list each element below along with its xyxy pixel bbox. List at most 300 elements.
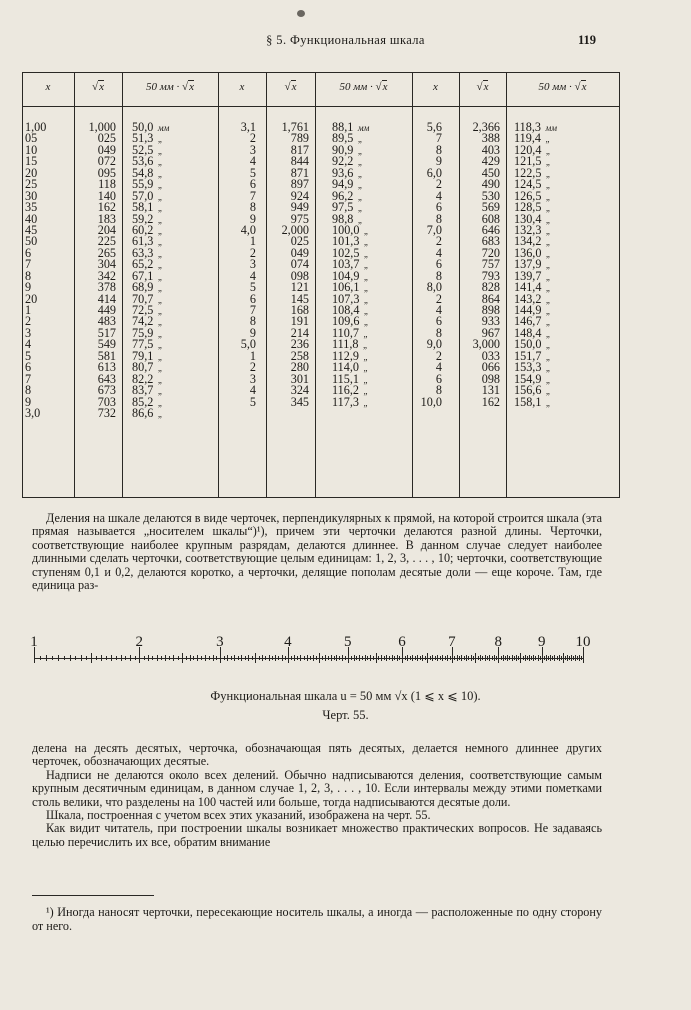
half-tenth-tick bbox=[297, 656, 298, 660]
unit-mark: „ bbox=[153, 225, 163, 236]
table-cell: 54,8 „ bbox=[132, 165, 163, 180]
unit-mark: „ bbox=[541, 363, 551, 374]
column-divider bbox=[122, 73, 123, 497]
table-cell: 4 bbox=[25, 337, 32, 352]
half-tenth-tick bbox=[224, 656, 225, 660]
scale-label: 6 bbox=[398, 634, 406, 650]
unit-mark: „ bbox=[153, 328, 163, 339]
unit-mark: „ bbox=[153, 260, 163, 271]
minor-tick bbox=[571, 655, 572, 661]
minor-tick bbox=[234, 655, 235, 661]
unit-mark: „ bbox=[153, 386, 163, 397]
unit-mark: „ bbox=[153, 248, 163, 259]
table-cell: 4 bbox=[249, 154, 256, 169]
table-cell: 72,5 „ bbox=[132, 303, 163, 317]
table-cell: 2 bbox=[249, 131, 256, 146]
half-tenth-tick bbox=[384, 656, 385, 660]
unit-mark: „ bbox=[153, 306, 163, 316]
table-cell: 6 bbox=[249, 177, 256, 192]
minor-tick bbox=[313, 655, 314, 661]
header-scaled: 50 мм · √x bbox=[538, 81, 587, 93]
minor-tick bbox=[336, 655, 337, 661]
table-cell: 119,4 „ bbox=[514, 131, 551, 146]
minor-tick bbox=[437, 655, 438, 661]
minor-tick bbox=[58, 655, 59, 661]
unit-mark: „ bbox=[358, 363, 369, 374]
half-tenth-tick bbox=[531, 656, 532, 660]
table-cell: 15 bbox=[25, 154, 38, 169]
half-tenth-tick bbox=[487, 656, 488, 660]
header-rule bbox=[22, 106, 620, 107]
minor-tick bbox=[282, 655, 283, 661]
unit-mark: „ bbox=[358, 386, 369, 397]
table-cell: 10 bbox=[25, 142, 38, 157]
table-cell: 7 bbox=[435, 131, 442, 146]
table-cell: 50 bbox=[25, 234, 38, 249]
table-cell: 8,0 bbox=[426, 280, 442, 295]
half-tenth-tick bbox=[356, 656, 357, 660]
table-cell: 121 bbox=[290, 280, 309, 295]
half-tenth-tick bbox=[169, 656, 170, 660]
table-cell: 63,3 „ bbox=[132, 245, 163, 260]
table-cell: 107,3 „ bbox=[332, 291, 369, 306]
unit-mark: „ bbox=[153, 191, 163, 202]
table-cell: 429 bbox=[481, 154, 500, 169]
table-cell: 131 bbox=[481, 383, 500, 398]
half-tenth-tick bbox=[272, 656, 273, 660]
minor-tick bbox=[432, 655, 433, 661]
table-cell: 114,0 „ bbox=[332, 360, 369, 375]
half-tenth-tick bbox=[405, 656, 406, 660]
half-tenth-tick bbox=[523, 656, 524, 660]
table-cell: 5 bbox=[25, 348, 32, 363]
table-cell: 897 bbox=[290, 177, 309, 192]
table-cell: 75,9 „ bbox=[132, 325, 163, 340]
table-cell: 115,1 „ bbox=[332, 371, 369, 386]
table-cell: 646 bbox=[481, 222, 500, 237]
unit-mark: „ bbox=[541, 225, 551, 236]
half-tenth-tick bbox=[278, 656, 279, 660]
minor-tick bbox=[475, 653, 476, 663]
half-tenth-tick bbox=[310, 656, 311, 660]
header-sqrt: √x bbox=[92, 81, 104, 93]
unit-mark: „ bbox=[353, 214, 363, 225]
running-header bbox=[0, 33, 691, 53]
table-cell: 732 bbox=[97, 405, 116, 420]
table-cell: 098 bbox=[481, 371, 500, 386]
table-cell: 153,3 „ bbox=[514, 360, 551, 375]
unit-mark: „ bbox=[358, 351, 369, 362]
table-cell: 59,2 „ bbox=[132, 211, 163, 226]
unit-mark: „ bbox=[153, 374, 163, 385]
header-x: x bbox=[433, 81, 438, 93]
unit-mark: „ bbox=[541, 145, 551, 156]
half-tenth-tick bbox=[351, 656, 352, 660]
half-tenth-tick bbox=[445, 656, 446, 660]
half-tenth-tick bbox=[535, 656, 536, 660]
table-cell: 703 bbox=[97, 394, 116, 409]
table-cell: 118 bbox=[98, 177, 116, 192]
half-tenth-tick bbox=[459, 656, 460, 660]
table-border-right bbox=[619, 73, 620, 497]
minor-tick bbox=[205, 655, 206, 661]
figure-label: Черт. 55. bbox=[322, 708, 369, 722]
unit-mark: „ bbox=[153, 157, 163, 168]
unit-mark: „ bbox=[359, 306, 369, 316]
table-cell: 871 bbox=[290, 165, 309, 180]
half-tenth-tick bbox=[304, 656, 305, 660]
minor-tick bbox=[121, 655, 122, 661]
header-sqrt: √x bbox=[284, 81, 297, 93]
table-cell: 214 bbox=[290, 325, 309, 340]
table-cell: 117,3 „ bbox=[332, 394, 369, 409]
half-tenth-tick bbox=[144, 656, 145, 660]
minor-tick bbox=[546, 655, 547, 661]
unit-mark: „ bbox=[541, 317, 551, 328]
half-tenth-tick bbox=[362, 656, 363, 660]
minor-tick bbox=[331, 655, 332, 661]
half-tenth-tick bbox=[581, 656, 582, 660]
table-cell: 122,5 „ bbox=[514, 165, 551, 180]
half-tenth-tick bbox=[378, 656, 379, 660]
table-cell: 793 bbox=[481, 268, 500, 283]
table-cell: 92,2 „ bbox=[332, 154, 363, 169]
half-tenth-tick bbox=[425, 656, 426, 660]
table-cell: 139,7 „ bbox=[514, 268, 551, 283]
minor-tick bbox=[516, 655, 517, 661]
unit-mark: „ bbox=[153, 317, 163, 328]
table-cell: 3,1 bbox=[240, 120, 256, 134]
minor-tick bbox=[533, 655, 534, 661]
half-tenth-tick bbox=[565, 656, 566, 660]
table-cell: 86,6 „ bbox=[132, 405, 163, 420]
unit-mark: „ bbox=[358, 328, 369, 339]
minor-tick bbox=[447, 655, 448, 661]
table-cell: 345 bbox=[290, 394, 309, 409]
minor-tick bbox=[294, 655, 295, 661]
unit-mark: мм bbox=[540, 123, 557, 133]
unit-mark: „ bbox=[353, 157, 363, 168]
half-tenth-tick bbox=[435, 656, 436, 660]
half-tenth-tick bbox=[209, 656, 210, 660]
half-tenth-tick bbox=[509, 656, 510, 660]
table-cell: 924 bbox=[290, 188, 309, 203]
unit-mark: „ bbox=[359, 294, 369, 305]
half-tenth-tick bbox=[492, 656, 493, 660]
minor-tick bbox=[70, 655, 71, 661]
half-tenth-tick bbox=[552, 656, 553, 660]
table-cell: 8 bbox=[25, 268, 32, 283]
table-cell: 8 bbox=[435, 325, 442, 340]
half-tenth-tick bbox=[40, 656, 41, 660]
table-cell: 35 bbox=[25, 200, 38, 215]
minor-tick bbox=[567, 655, 568, 661]
table-cell: 967 bbox=[481, 325, 500, 340]
table-cell: 1,000 bbox=[88, 120, 116, 134]
table-cell: 150,0 „ bbox=[514, 337, 551, 352]
table-cell: 6 bbox=[435, 257, 442, 272]
table-cell: 58,1 „ bbox=[132, 200, 163, 215]
table-cell: 53,6 „ bbox=[132, 154, 163, 169]
half-tenth-tick bbox=[482, 656, 483, 660]
half-tenth-tick bbox=[201, 656, 202, 660]
table-cell: 6 bbox=[25, 360, 32, 375]
table-cell: 116,2 „ bbox=[332, 383, 369, 398]
table-cell: 613 bbox=[97, 360, 116, 375]
scale-label: 7 bbox=[448, 634, 456, 650]
scale-label: 8 bbox=[494, 634, 502, 650]
table-cell: 128,5 „ bbox=[514, 200, 551, 215]
unit-mark: „ bbox=[353, 180, 363, 191]
table-cell: 4 bbox=[435, 245, 442, 260]
half-tenth-tick bbox=[394, 656, 395, 660]
half-tenth-tick bbox=[373, 656, 374, 660]
unit-mark: „ bbox=[353, 134, 363, 145]
table-cell: 4 bbox=[435, 360, 442, 375]
half-tenth-tick bbox=[322, 656, 323, 660]
half-tenth-tick bbox=[193, 656, 194, 660]
table-cell: 225 bbox=[97, 234, 116, 249]
half-tenth-tick bbox=[265, 656, 266, 660]
table-cell: 033 bbox=[481, 348, 500, 363]
table-cell: 50,0 мм bbox=[132, 120, 170, 134]
table-cell: 066 bbox=[481, 360, 500, 375]
minor-tick bbox=[376, 653, 377, 663]
unit-mark: „ bbox=[541, 294, 551, 305]
half-tenth-tick bbox=[106, 656, 107, 660]
minor-tick bbox=[111, 655, 112, 661]
half-tenth-tick bbox=[540, 656, 541, 660]
table-cell: 2,000 bbox=[281, 222, 309, 237]
half-tenth-tick bbox=[440, 656, 441, 660]
table-cell: 154,9 „ bbox=[514, 371, 551, 386]
table-cell: 80,7 „ bbox=[132, 360, 163, 375]
table-cell: 049 bbox=[290, 245, 309, 260]
table-cell: 1,00 bbox=[25, 120, 47, 134]
unit-mark: мм bbox=[353, 123, 370, 133]
table-cell: 96,2 „ bbox=[332, 188, 363, 203]
column-scaled bbox=[132, 122, 169, 419]
minor-tick bbox=[213, 655, 214, 661]
table-cell: 6 bbox=[249, 291, 256, 306]
table-cell: 898 bbox=[481, 303, 500, 317]
unit-mark: „ bbox=[153, 180, 163, 191]
table-cell: 844 bbox=[290, 154, 309, 169]
table-cell: 258 bbox=[290, 348, 309, 363]
table-cell: 265 bbox=[97, 245, 116, 260]
unit-mark: „ bbox=[353, 145, 363, 156]
table-cell: 7 bbox=[249, 303, 256, 317]
minor-tick bbox=[525, 655, 526, 661]
table-cell: 55,9 „ bbox=[132, 177, 163, 192]
header-x: x bbox=[45, 81, 51, 93]
scale-label: 10 bbox=[575, 634, 591, 650]
minor-tick bbox=[563, 653, 564, 663]
table-cell: 8 bbox=[25, 383, 32, 398]
body-paragraph: Деления на шкале делаются в виде черточек, перпендикулярных к прямой, на которой строится шкала (эта прямая называется „носителем шкалы“)¹), причем эти черточки делаются разной длины. Черточки, соответствующие наиболее крупным разрядам, делаются длиннее. В данном случае следует наиболее длинными сделать черточки, соответствующие целым единицам: 1, 2, 3, . . . , 10; черточки, соответствующие ступеням 0,1 и 0,2, делаются коротко, а черточки, делящие пополам десятые доли — еще короче. Там, где единица раз- bbox=[32, 511, 602, 593]
half-tenth-tick bbox=[285, 656, 286, 660]
minor-tick bbox=[520, 653, 521, 663]
half-tenth-tick bbox=[454, 656, 455, 660]
table-cell: 120,4 „ bbox=[514, 142, 551, 157]
table-cell: 3 bbox=[249, 142, 256, 157]
table-cell: 9,0 bbox=[426, 337, 442, 352]
half-tenth-tick bbox=[544, 656, 545, 660]
half-tenth-tick bbox=[152, 656, 153, 660]
unit-mark: „ bbox=[153, 294, 163, 305]
table-cell: 2,366 bbox=[472, 120, 500, 134]
table-cell: 6 bbox=[435, 314, 442, 329]
unit-mark: „ bbox=[153, 237, 163, 248]
unit-mark: „ bbox=[541, 237, 551, 248]
half-tenth-tick bbox=[501, 656, 502, 660]
table-cell: 103,7 „ bbox=[332, 257, 369, 272]
half-tenth-tick bbox=[86, 656, 87, 660]
unit-mark: „ bbox=[359, 225, 369, 236]
table-cell: 608 bbox=[481, 211, 500, 226]
table-cell: 168 bbox=[290, 303, 309, 317]
minor-tick bbox=[559, 655, 560, 661]
scale-label: 4 bbox=[284, 634, 292, 650]
table-cell: 5 bbox=[249, 165, 256, 180]
table-cell: 70,7 „ bbox=[132, 291, 163, 306]
unit-mark: „ bbox=[358, 340, 369, 351]
table-cell: 2 bbox=[249, 360, 256, 375]
table-cell: 2 bbox=[435, 291, 442, 306]
half-tenth-tick bbox=[505, 656, 506, 660]
minor-tick bbox=[427, 653, 428, 663]
table-cell: 6 bbox=[25, 245, 32, 260]
table-cell: 949 bbox=[290, 200, 309, 215]
minor-tick bbox=[397, 655, 398, 661]
half-tenth-tick bbox=[64, 656, 65, 660]
table-cell: 098 bbox=[290, 268, 309, 283]
table-border-left bbox=[22, 73, 23, 497]
minor-tick bbox=[182, 653, 183, 663]
minor-tick bbox=[529, 655, 530, 661]
column-sqrt bbox=[266, 122, 309, 408]
unit-mark: „ bbox=[359, 260, 369, 271]
table-cell: 89,5 „ bbox=[332, 131, 363, 146]
half-tenth-tick bbox=[252, 656, 253, 660]
minor-tick bbox=[407, 655, 408, 661]
table-cell: 236 bbox=[290, 337, 309, 352]
minor-tick bbox=[101, 655, 102, 661]
table-cell: 68,9 „ bbox=[132, 280, 163, 295]
unit-mark: „ bbox=[153, 408, 163, 419]
minor-tick bbox=[255, 653, 256, 663]
half-tenth-tick bbox=[514, 656, 515, 660]
table-cell: 301 bbox=[290, 371, 309, 386]
table-cell: 57,0 „ bbox=[132, 188, 163, 203]
table-cell: 90,9 „ bbox=[332, 142, 363, 157]
table-cell: 52,5 „ bbox=[132, 142, 163, 157]
minor-tick bbox=[130, 655, 131, 661]
scale-label: 5 bbox=[344, 634, 352, 650]
half-tenth-tick bbox=[468, 656, 469, 660]
table-cell: 110,7 „ bbox=[332, 325, 369, 340]
table-cell: 132,3 „ bbox=[514, 222, 551, 237]
sqrt-table bbox=[22, 72, 620, 498]
minor-tick bbox=[507, 655, 508, 661]
table-cell: 975 bbox=[290, 211, 309, 226]
ink-blot bbox=[297, 10, 305, 17]
table-cell: 9 bbox=[25, 394, 32, 409]
half-tenth-tick bbox=[96, 656, 97, 660]
table-cell: 072 bbox=[97, 154, 116, 169]
table-cell: 60,2 „ bbox=[132, 222, 163, 237]
minor-tick bbox=[457, 655, 458, 661]
minor-tick bbox=[494, 655, 495, 661]
table-cell: 5,0 bbox=[240, 337, 256, 352]
table-cell: 2 bbox=[25, 314, 32, 329]
table-cell: 324 bbox=[290, 383, 309, 398]
table-cell: 3 bbox=[25, 325, 32, 340]
half-tenth-tick bbox=[399, 656, 400, 660]
unit-mark: „ bbox=[359, 248, 369, 259]
table-cell: 8 bbox=[435, 383, 442, 398]
scale-label: 2 bbox=[135, 634, 143, 650]
table-cell: 4 bbox=[249, 268, 256, 283]
half-tenth-tick bbox=[125, 656, 126, 660]
column-divider bbox=[506, 73, 507, 497]
minor-tick bbox=[381, 655, 382, 661]
table-cell: 2 bbox=[435, 234, 442, 249]
table-cell: 65,2 „ bbox=[132, 257, 163, 272]
half-tenth-tick bbox=[178, 656, 179, 660]
half-tenth-tick bbox=[518, 656, 519, 660]
table-cell: 3,0 bbox=[25, 405, 41, 420]
half-tenth-tick bbox=[328, 656, 329, 660]
half-tenth-tick bbox=[52, 656, 53, 660]
table-cell: 94,9 „ bbox=[332, 177, 363, 192]
half-tenth-tick bbox=[389, 656, 390, 660]
column-scaled bbox=[332, 122, 369, 408]
table-cell: 8 bbox=[435, 142, 442, 157]
table-cell: 449 bbox=[97, 303, 116, 317]
table-cell: 7,0 bbox=[426, 222, 442, 237]
half-tenth-tick bbox=[430, 656, 431, 660]
page-number: 119 bbox=[577, 33, 596, 47]
table-cell: 8 bbox=[435, 268, 442, 283]
minor-tick bbox=[471, 655, 472, 661]
unit-mark: „ bbox=[353, 191, 363, 202]
unit-mark: „ bbox=[541, 214, 551, 225]
unit-mark: „ bbox=[541, 271, 551, 282]
column-sqrt bbox=[459, 122, 500, 408]
table-cell: 483 bbox=[97, 314, 116, 329]
unit-mark: „ bbox=[353, 168, 363, 179]
table-cell: 074 bbox=[290, 257, 309, 272]
table-cell: 140 bbox=[97, 188, 116, 203]
table-cell: 4 bbox=[435, 188, 442, 203]
table-cell: 136,0 „ bbox=[514, 245, 551, 260]
unit-mark: „ bbox=[359, 237, 369, 248]
minor-tick bbox=[165, 655, 166, 661]
minor-tick bbox=[354, 655, 355, 661]
half-tenth-tick bbox=[569, 656, 570, 660]
table-cell: 104,9 „ bbox=[332, 268, 369, 283]
half-tenth-tick bbox=[259, 656, 260, 660]
table-cell: 109,6 „ bbox=[332, 314, 369, 329]
column-sqrt bbox=[74, 122, 116, 419]
table-cell: 77,5 „ bbox=[132, 337, 163, 352]
unit-mark: „ bbox=[541, 351, 551, 362]
minor-tick bbox=[412, 655, 413, 661]
table-cell: 517 bbox=[97, 325, 116, 340]
table-cell: 158,1 „ bbox=[514, 394, 551, 409]
table-cell: 5 bbox=[249, 280, 256, 295]
